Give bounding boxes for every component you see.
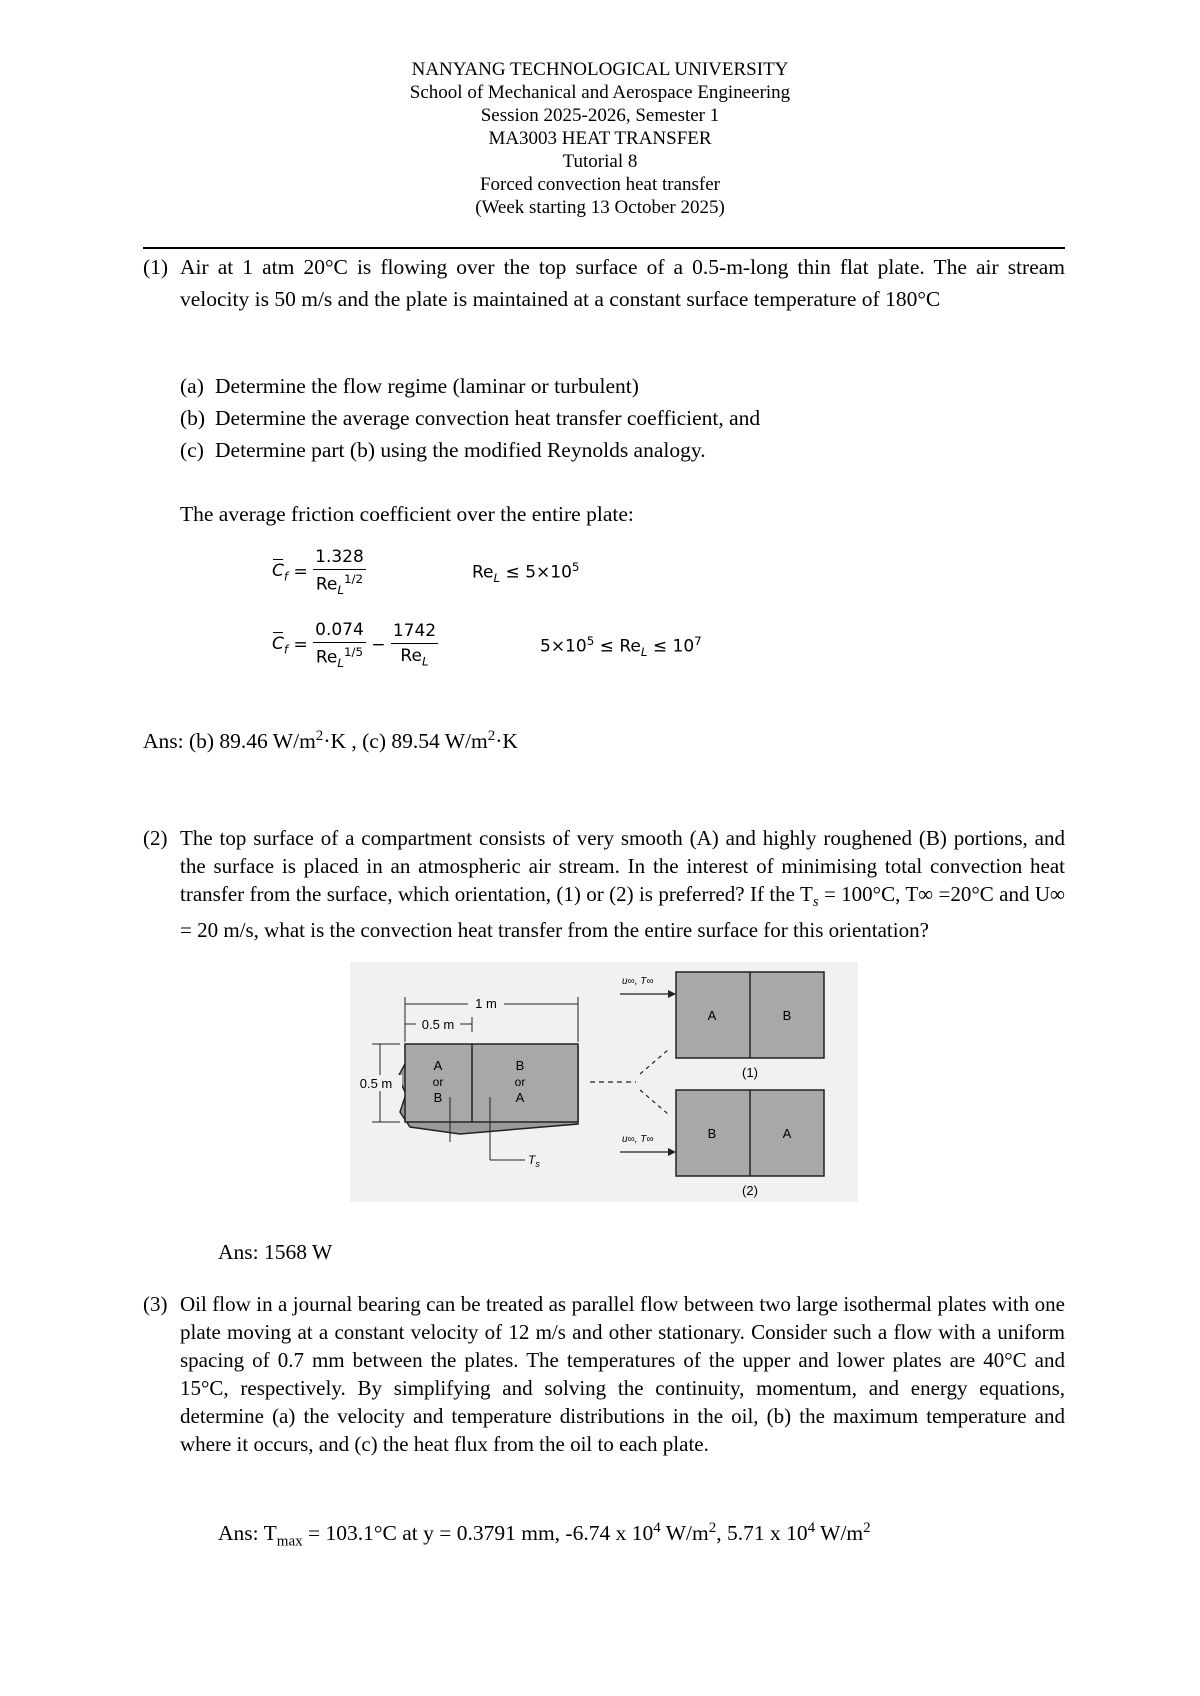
svg-text:B: B: [782, 1008, 792, 1023]
svg-text:A: A: [782, 1126, 792, 1141]
dim-1m: 1 m: [475, 996, 497, 1011]
question-3-text: Oil flow in a journal bearing can be treated as parallel flow between two large isothermal plates with one plate moving at a constant velocity of 12 m/s and other stationary. Consider such a flow with a uniform spacing of 0.7 mm between the plates. The temperatures of the upper and lower plates are 40°C and 15°C, respectively. By simplifying and solving the continuity, momentum, and energy equations, determine (a) the velocity and temperature distributions in the oil, (b) the maximum temperature and where it occurs, and (c) the heat flux from the oil to each plate.: [180, 1292, 1065, 1456]
dim-side: 0.5 m: [359, 1076, 393, 1091]
question-3: [143, 1290, 1065, 1458]
question-2: [143, 824, 1065, 944]
header-rule: [143, 247, 1065, 249]
q1-part-c: (c) Determine part (b) using the modified Reynolds analogy.: [180, 438, 706, 462]
tutorial-topic: Forced convection heat transfer: [479, 174, 721, 195]
course-title: MA3003 HEAT TRANSFER: [488, 128, 712, 149]
left-label-a: A: [433, 1058, 443, 1073]
friction-equation-laminar: $C_f$ = $\frac{1.328}{Re_L^{1/2}}$: [272, 547, 364, 598]
left-label-b: B: [433, 1090, 443, 1105]
svg-text:or: or: [432, 1075, 444, 1089]
q1-answer: Ans: (b) 89.46 $W/m^2\cdot K$ , (c) 89.54 $W/m^2\cdot K$: [143, 728, 518, 754]
week-line: (Week starting 13 October 2025): [475, 197, 725, 218]
flow-label-2: u∞, T∞: [622, 1134, 654, 1145]
right-label-a: A: [515, 1090, 525, 1105]
question-2-number: (2): [143, 826, 168, 850]
question-1-text: Air at 1 atm 20°C is flowing over the top surface of a 0.5-m-long thin flat plate. The air stream velocity is 50 m/s and the plate is maintained at a constant surface temperature of 180°C: [180, 255, 1065, 311]
dim-05m: 0.5 m: [421, 1017, 455, 1032]
friction-equation-turbulent: $C_f$ = $\frac{0.074}{Re_L^{1/5}}$ − $\frac{1742}{Re_L}$: [272, 620, 437, 671]
surface-temp-label: $T_s$: [528, 1153, 540, 1169]
q2-answer: Ans: 1568 W: [218, 1240, 333, 1264]
svg-text:or: or: [514, 1075, 526, 1089]
question-1-number: (1): [143, 255, 169, 279]
flow-label-1: u∞, T∞: [622, 976, 654, 987]
school-name: School of Mechanical and Aerospace Engineering: [409, 82, 791, 103]
tutorial-number: Tutorial 8: [562, 151, 638, 172]
orientation-2-label: (2): [742, 1183, 758, 1198]
right-label-b: B: [515, 1058, 525, 1073]
q3-answer: Ans: $T_{max} = 103.1^\circ C$ at y = 0.3791 mm, -6.74 x $10^4$ $W/m^2$, 5.71 x $10^4$ $W/m^2$: [218, 1520, 871, 1550]
friction-intro: The average friction coefficient over the entire plate:: [180, 502, 634, 526]
svg-text:B: B: [707, 1126, 717, 1141]
question-3-number: (3): [143, 1292, 168, 1316]
orientation-1-label: (1): [742, 1065, 758, 1080]
cf-symbol: $C_f$: [272, 560, 289, 584]
question-2-text: The top surface of a compartment consists of very smooth (A) and highly roughened (B) portions, and the surface is placed in an atmospheric air stream. In the interest of minimising total convection heat transfer from the surface, which orientation, (1) or (2) is preferred? If the $T_s = 100^\circ C$, T∞ =20°C and U∞ = 20 m/s, what is the convection heat transfer from the entire surface for this orientation?: [180, 826, 1065, 943]
orientation-figure: [350, 962, 858, 1202]
q1-part-b: (b) Determine the average convection heat transfer coefficient, and: [180, 406, 761, 430]
laminar-condition: $Re_L \le 5\times 10^5$: [472, 560, 580, 586]
turbulent-condition: $5\times 10^5 \le Re_L \le 10^7$: [540, 634, 702, 660]
question-1: [143, 251, 1065, 315]
university-title: NANYANG TECHNOLOGICAL UNIVERSITY: [411, 59, 789, 80]
svg-text:A: A: [707, 1008, 717, 1023]
session-line: Session 2025-2026, Semester 1: [480, 105, 720, 126]
q1-part-a: (a) Determine the flow regime (laminar or turbulent): [180, 374, 639, 398]
